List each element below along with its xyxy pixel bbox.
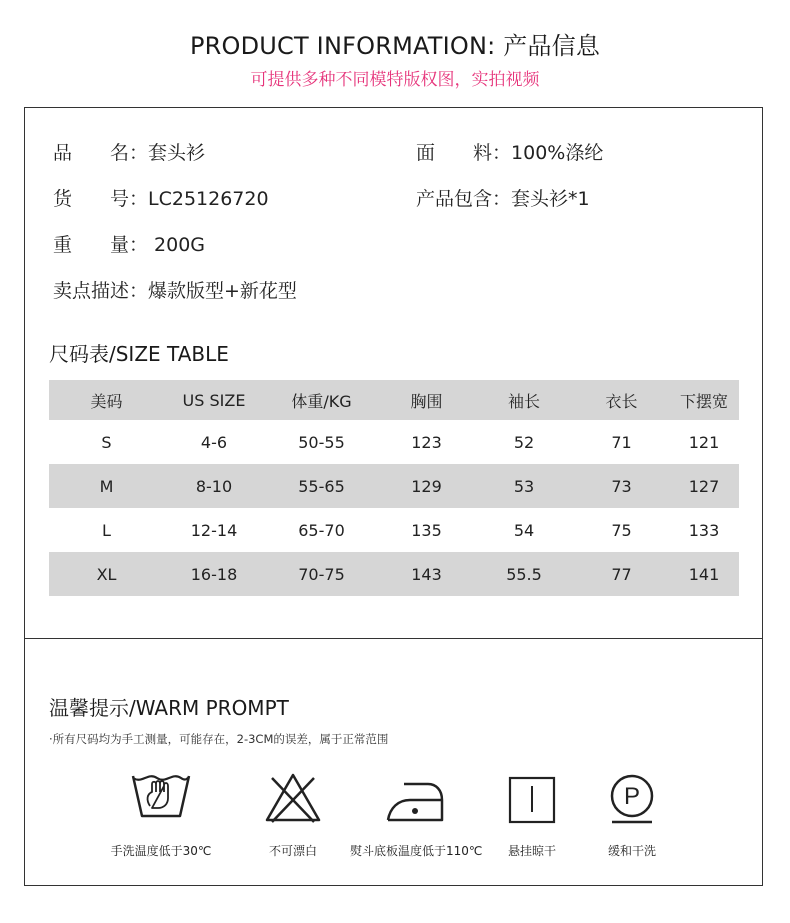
selling-point-row	[53, 276, 297, 303]
gentle-dry-clean-icon	[601, 770, 663, 826]
table-cell: 65-70	[298, 520, 345, 540]
table-cell: 143	[379, 552, 474, 596]
sku-row	[53, 184, 269, 211]
sku-value: LC25126720	[148, 188, 269, 210]
page-title: PRODUCT INFORMATION: 产品信息	[189, 32, 601, 60]
table-cell: 123	[411, 432, 442, 452]
weight-value: 200G	[154, 234, 206, 256]
table-cell: XL	[49, 552, 164, 596]
product-name-row	[53, 138, 205, 165]
table-cell: 12-14	[190, 520, 238, 540]
contents-label: 产品包含：	[416, 188, 512, 210]
table-cell: 4-6	[200, 432, 228, 452]
table-cell: L	[102, 520, 111, 540]
selling-point-value: 爆款版型+新花型	[148, 280, 297, 302]
table-cell: M	[49, 464, 164, 508]
table-cell: 73	[574, 464, 669, 508]
care-no-bleach	[228, 770, 358, 858]
size-table	[49, 380, 739, 596]
table-cell: 8-10	[164, 464, 264, 508]
care-hand-wash	[96, 770, 226, 858]
table-cell: 141	[669, 552, 739, 596]
product-name-value: 套头衫	[148, 142, 206, 164]
material-label: 面 料：	[416, 142, 512, 164]
section-divider	[24, 638, 763, 639]
header-cell: 体重/KG	[264, 380, 379, 420]
header-cell: 下摆宽	[669, 380, 739, 420]
material-value: 100%涤纶	[511, 142, 604, 164]
material-row	[416, 138, 603, 165]
contents-value: 套头衫*1	[511, 188, 590, 210]
care-label: 熨斗底板温度低于110℃	[350, 844, 483, 858]
header-cell: 衣长	[574, 380, 669, 420]
table-cell: 16-18	[164, 552, 264, 596]
size-table-title: 尺码表/SIZE TABLE	[49, 342, 229, 366]
table-cell: 55.5	[474, 552, 574, 596]
table-cell: 55-65	[264, 464, 379, 508]
table-cell: 129	[379, 464, 474, 508]
weight-label: 重 量：	[53, 234, 149, 256]
sku-label: 货 号：	[53, 188, 149, 210]
care-label: 悬挂晾干	[507, 844, 556, 858]
iron-icon	[384, 770, 446, 826]
table-cell: 71	[611, 432, 632, 452]
header-cell: US SIZE	[164, 380, 264, 420]
table-cell: 53	[474, 464, 574, 508]
table-row	[49, 420, 739, 464]
table-cell: S	[101, 432, 112, 452]
no-bleach-icon	[262, 770, 324, 826]
weight-row	[53, 230, 205, 257]
care-label: 缓和干洗	[607, 844, 656, 858]
table-cell: 70-75	[264, 552, 379, 596]
header-cell: 胸围	[379, 380, 474, 420]
table-row	[49, 508, 739, 552]
table-cell: 133	[688, 520, 720, 540]
dry-clean-symbol: P	[623, 783, 641, 810]
hand-wash-icon	[130, 770, 192, 826]
hang-dry-icon	[501, 770, 563, 826]
header-cell: 袖长	[474, 380, 574, 420]
table-cell: 135	[411, 520, 442, 540]
size-table-header	[49, 380, 739, 420]
page-subtitle: 可提供多种不同模特版权图，实拍视频	[250, 70, 540, 90]
table-cell: 52	[513, 432, 535, 452]
header-cell: 美码	[49, 380, 164, 420]
table-row	[49, 552, 739, 596]
care-label: 不可漂白	[268, 844, 317, 858]
care-iron	[350, 770, 483, 858]
table-cell: 54	[513, 520, 535, 540]
warm-prompt-title: 温馨提示/WARM PROMPT	[49, 696, 289, 720]
table-cell: 50-55	[298, 432, 345, 452]
table-cell: 121	[688, 432, 720, 452]
table-row	[49, 464, 739, 508]
table-cell: 77	[574, 552, 669, 596]
product-name-label: 品 名：	[53, 142, 149, 164]
contents-row	[416, 184, 590, 211]
table-cell: 75	[611, 520, 632, 540]
measurement-note: ·所有尺码均为手工测量，可能存在，2-3CM的误差，属于正常范围	[49, 732, 389, 746]
care-label: 手洗温度低于30℃	[110, 844, 212, 858]
care-gentle-dry-clean	[567, 770, 697, 858]
selling-point-label: 卖点描述：	[53, 280, 149, 302]
table-cell: 127	[669, 464, 739, 508]
